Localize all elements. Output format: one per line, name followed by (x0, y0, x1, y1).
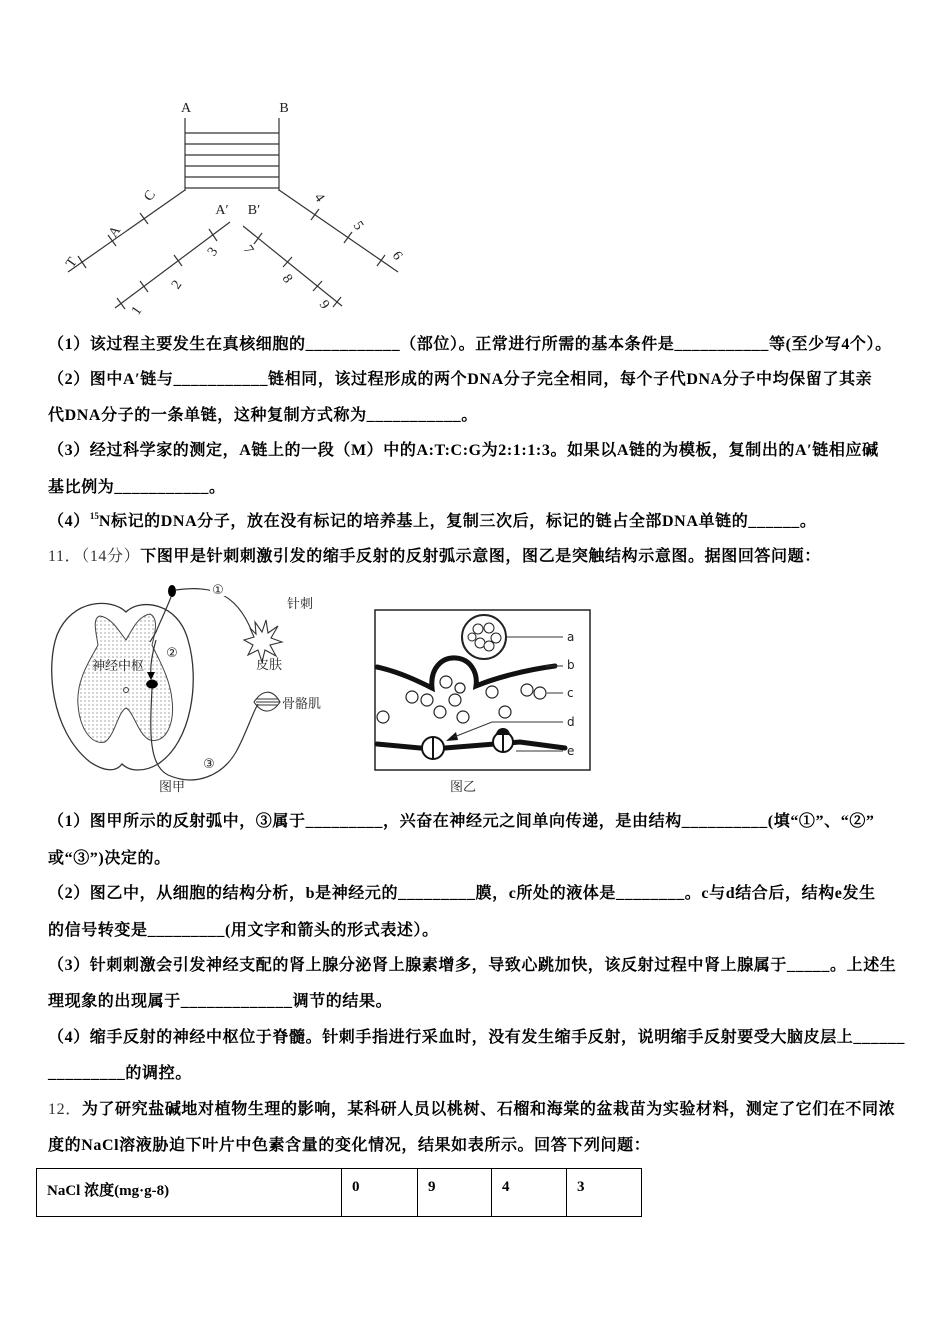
skin-label: 皮肤 (256, 658, 283, 673)
q10-part4-prefix: （4） (48, 513, 90, 530)
parent-strand-b-right (279, 190, 398, 272)
q10-part1: （1）该过程主要发生在真核细胞的___________（部位）。正常进行所需的基本条件是___________等(至少写4个）。 (48, 336, 892, 353)
right-outer-number-label: 6 (388, 248, 406, 264)
label-d: d (567, 715, 575, 729)
right-inner-number-label: 7 (239, 242, 257, 258)
skeletal-muscle-label: 骨骼肌 (282, 697, 322, 712)
marker-1: ① (212, 583, 224, 598)
marker-3: ③ (203, 757, 215, 772)
q11-number: 11． (48, 548, 82, 565)
figure-b-caption: 图乙 (449, 780, 477, 795)
figure-a-caption: 图甲 (158, 780, 186, 795)
q10-part2-line2: 代DNA分子的一条单链，这种复制方式称为___________。 (48, 407, 478, 424)
label-e: e (567, 744, 575, 758)
right-outer-number-label: 4 (310, 190, 328, 206)
q11-part2-line2: 的信号转变是_________(用文字和箭头的形式表述）。 (48, 922, 439, 939)
reflex-arc-and-synapse-figures (0, 575, 950, 800)
label-a: a (567, 630, 575, 644)
table-header-cell: 4 (492, 1169, 567, 1217)
q12-stem-line1 (48, 1100, 895, 1120)
q12-number: 12． (48, 1101, 82, 1118)
q11-part1-line2: 或“③”)决定的。 (48, 850, 171, 867)
q10-part3-line1: （3）经过科学家的测定，A链上的一段（M）中的A:T:C:G为2:1:1:3。如果以A链的为模板，复制出的A′链相应碱 (48, 442, 879, 459)
synaptic-vesicle-group (462, 615, 506, 659)
table-row (37, 1169, 642, 1217)
label-c: c (567, 686, 574, 700)
q11-score: （14分） (81, 548, 141, 565)
right-inner-number-label: 9 (315, 297, 333, 313)
nacl-pigment-table (36, 1168, 642, 1217)
left-inner-number-label: 2 (168, 277, 186, 293)
left-inner-number-label: 1 (128, 303, 146, 319)
q10-part4-text: N标记的DNA分子，放在没有标记的培养基上，复制三次后，标记的链占全部DNA单链的______。 (98, 513, 817, 530)
table-header-cell: 0 (342, 1169, 418, 1217)
label-b: b (567, 658, 575, 672)
strand-b-label: B (279, 101, 289, 116)
pin-prick-label: 针刺 (287, 597, 314, 612)
q11-part4-line1: （4）缩手反射的神经中枢位于脊髓。针刺手指进行采血时，没有发生缩手反射，说明缩手反射要受大脑皮层上______ (48, 1029, 906, 1046)
right-inner-number-label: 8 (278, 271, 296, 287)
q12-stem-line2: 度的NaCl溶液胁迫下叶片中色素含量的变化情况，结果如表所示。回答下列问题： (48, 1137, 651, 1154)
parent-strand-a-left (68, 187, 185, 272)
left-inner-number-label: 3 (204, 244, 222, 260)
q11-header (48, 547, 821, 567)
base-pair-rungs (185, 133, 279, 188)
marker-2: ② (166, 646, 178, 661)
q10-part3-line2: 基比例为___________。 (48, 479, 226, 496)
figure-b-synapse (375, 610, 590, 795)
q11-part3-line1: （3）针刺刺激会引发神经支配的肾上腺分泌肾上腺素增多，导致心跳加快，该反射过程中肾上腺属于_____。上述生 (48, 957, 897, 974)
left-outer-base-label: C (141, 187, 159, 205)
right-outer-number-label: 5 (349, 218, 367, 234)
isotope-superscript: 15 (89, 511, 99, 521)
sensory-neuron-cell-body (168, 585, 176, 597)
strand-b-prime-label: B′ (247, 203, 261, 218)
skeletal-muscle (254, 692, 280, 711)
q10-part4 (48, 512, 817, 532)
q12-stem-text: 为了研究盐碱地对植物生理的影响，某科研人员以桃树、石榴和海棠的盆栽苗为实验材料，测定了它们在不同浓 (81, 1101, 896, 1118)
strand-a-prime-label: A′ (215, 203, 229, 218)
left-outer-base-label: A (106, 223, 125, 241)
q11-part2-line1: （2）图乙中，从细胞的结构分析，b是神经元的_________膜，c所处的液体是________。c与d结合后，结构e发生 (48, 885, 876, 902)
nerve-center-label: 神经中枢 (92, 659, 145, 674)
q11-stem: 下图甲是针刺刺激引发的缩手反射的反射弧示意图，图乙是突触结构示意图。据图回答问题： (140, 548, 821, 565)
table-header-cell: NaCl 浓度(mg·g-8) (37, 1169, 342, 1217)
q11-part3-line2: 理现象的出现属于_____________调节的结果。 (48, 993, 393, 1010)
strand-a-label: A (180, 101, 192, 116)
table-header-cell: 9 (418, 1169, 492, 1217)
left-outer-base-label: T (63, 255, 81, 271)
dna-replication-diagram (0, 80, 950, 330)
figure-a-reflex-arc (52, 580, 321, 795)
table-header-cell: 3 (567, 1169, 642, 1217)
q10-part2-line1: （2）图中A′链与___________链相同，该过程形成的两个DNA分子完全相同，每个子代DNA分子中均保留了其亲 (48, 371, 873, 388)
q11-part4-line2: _________的调控。 (48, 1065, 192, 1082)
q11-part1-line1: （1）图甲所示的反射弧中，③属于_________，兴奋在神经元之间单向传递，是由结构__________(填“①”、“②” (48, 813, 875, 830)
strand-ticks (78, 209, 385, 309)
